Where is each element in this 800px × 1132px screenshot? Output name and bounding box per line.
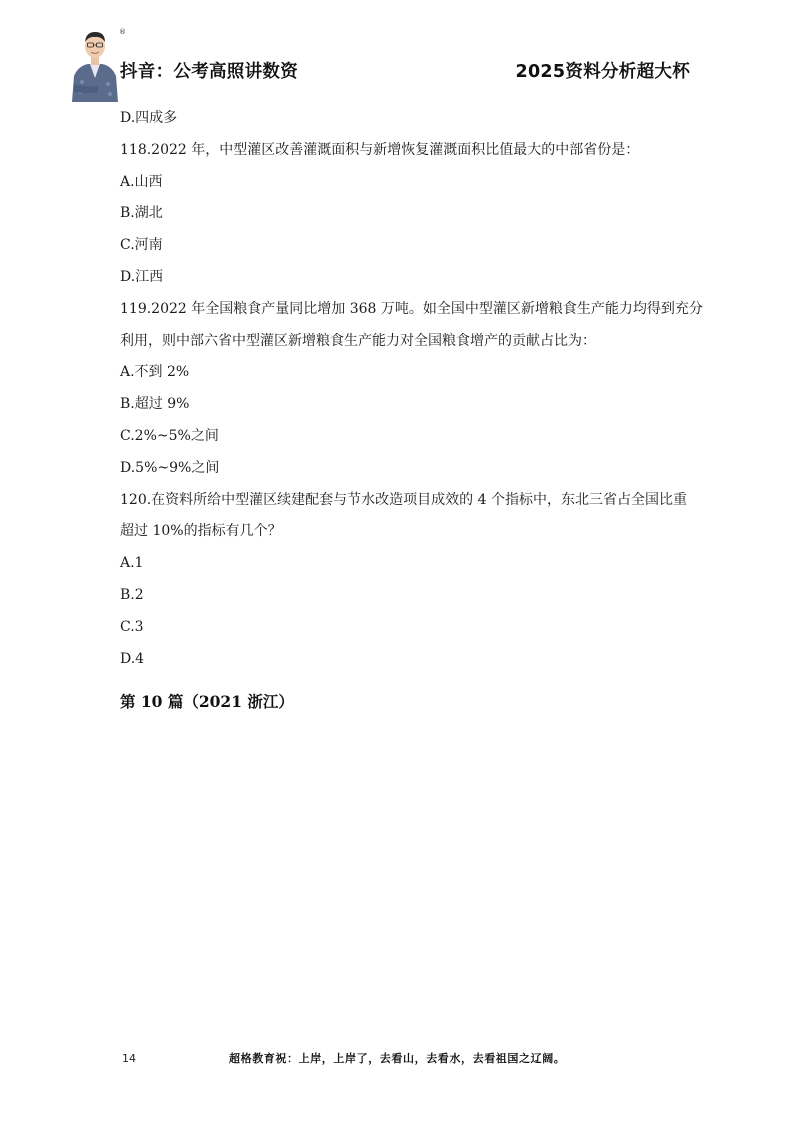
- trademark-mark: ®: [119, 28, 126, 36]
- question-list: [120, 103, 703, 675]
- question-120: [120, 485, 695, 549]
- question-118: [120, 135, 695, 167]
- question-text: 119.2022 年全国粮食产量同比增加 368 万吨。如全国中型灌区新增粮食生产能力均得到充分: [120, 300, 703, 317]
- question-text: 利用，则中部六省中型灌区新增粮食生产能力对全国粮食增产的贡献占比为：: [120, 332, 596, 349]
- option-line: B.湖北: [120, 205, 163, 222]
- option-line: B.超过 9%: [120, 396, 190, 413]
- option-line: C.2%~5%之间: [120, 427, 219, 444]
- option-line: C.3: [120, 618, 144, 635]
- option-line: A.1: [120, 555, 144, 572]
- option-line: A.不到 2%: [120, 364, 190, 381]
- question-119: [120, 294, 703, 358]
- avatar: [68, 26, 122, 102]
- option-line: D.江西: [120, 268, 164, 285]
- question-text: 超过 10%的指标有几个？: [120, 523, 282, 540]
- footer-slogan: 超格教育祝：上岸，上岸了，去看山，去看水，去看祖国之辽阔。: [229, 1052, 566, 1065]
- option-line: B.2: [120, 586, 144, 603]
- option-line: D.四成多: [120, 110, 178, 126]
- section-heading: 第 10 篇（2021 浙江）: [120, 692, 294, 711]
- header-channel-title: 抖音：公考高照讲数资: [120, 62, 298, 82]
- question-text: 118.2022 年，中型灌区改善灌溉面积与新增恢复灌溉面积比值最大的中部省份是：: [120, 141, 640, 158]
- header-book-title: 2025资料分析超大杯: [515, 62, 690, 82]
- option-line: D.4: [120, 650, 145, 667]
- page-number: 14: [122, 1052, 136, 1065]
- question-text: 120.在资料所给中型灌区续建配套与节水改造项目成效的 4 个指标中，东北三省占全国比重: [120, 491, 687, 508]
- option-line: D.5%~9%之间: [120, 459, 220, 476]
- option-line: C.河南: [120, 237, 163, 254]
- option-line: A.山西: [120, 173, 163, 190]
